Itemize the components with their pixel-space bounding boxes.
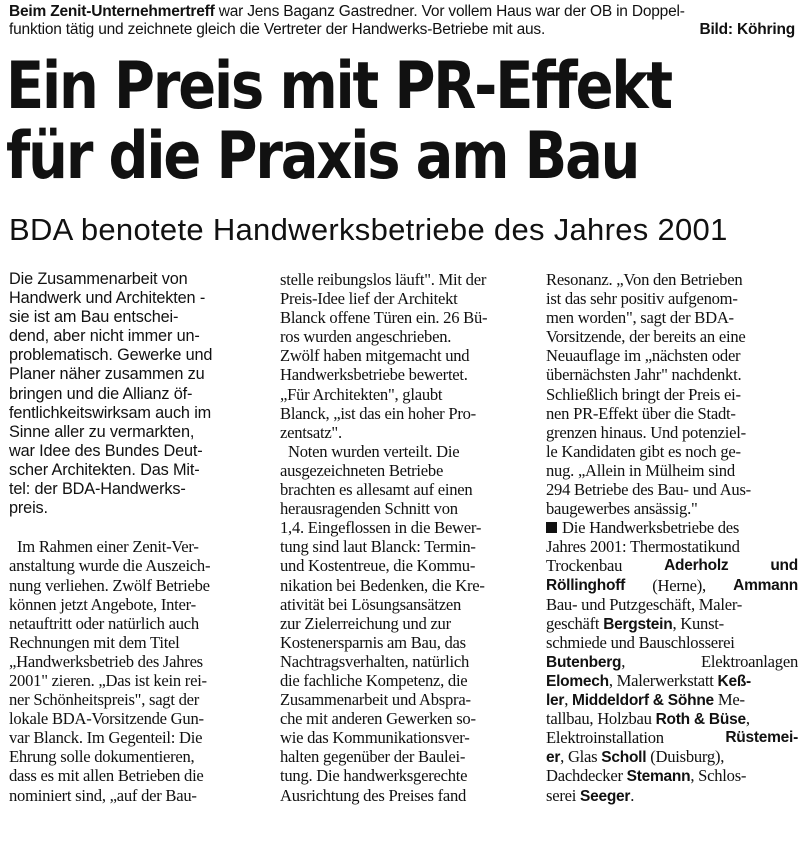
text-line: netauftritt oder natürlich auch xyxy=(9,613,199,633)
caption-line-2 xyxy=(9,21,795,39)
text-line: sie ist am Bau entschei- xyxy=(9,308,179,327)
text-line: „Handwerksbetrieb des Jahres xyxy=(9,651,203,671)
text-line: ist das sehr positiv aufgenom- xyxy=(546,289,738,309)
text-line: bringen und die Allianz öf- xyxy=(9,384,193,403)
text-line: nug. „Allein in Mülheim sind xyxy=(546,460,735,480)
headline-line-1: Ein Preis mit PR-Effekt xyxy=(6,49,671,124)
text-line: Schließlich bringt der Preis ei- xyxy=(546,384,741,404)
text-line: wie das Kommunikationsver- xyxy=(280,728,470,748)
article-column-2 xyxy=(280,270,530,805)
text-line: Sinne aller zu vermarkten, xyxy=(9,422,195,441)
subheadline: BDA benotete Handwerksbetriebe des Jahres 2001 xyxy=(9,212,728,247)
text-line: Jahres 2001: Thermostatikund xyxy=(546,537,740,557)
company-name: Scholl xyxy=(601,749,647,767)
paragraph xyxy=(546,270,798,518)
text-line: die fachliche Kompetenz, die xyxy=(280,670,468,690)
text-line: scher Architekten. Das Mit- xyxy=(9,460,200,479)
text-line: Kostenersparnis am Bau, das xyxy=(280,632,466,652)
text-line: Zusammenarbeit und Abspra- xyxy=(280,690,471,710)
company-name: Elomech xyxy=(546,672,609,690)
text-line: Planer näher zusammen zu xyxy=(9,365,205,384)
text-line: ausgezeichneten Betriebe xyxy=(280,460,444,480)
text-line: Noten wurden verteilt. Die xyxy=(288,441,460,461)
text-line: tung. Die handwerksgerechte xyxy=(280,766,468,786)
photo-caption xyxy=(9,3,795,39)
paragraph xyxy=(280,442,530,805)
text-line: nikation bei Bedenken, die Kre- xyxy=(280,575,485,595)
text-line: er, Glas Scholl (Duisburg), xyxy=(546,747,725,767)
company-name: Rüstemei- xyxy=(725,729,798,747)
headline xyxy=(6,49,690,194)
company-name: Aderholz xyxy=(664,557,729,575)
text-line: dend, aber nicht immer un- xyxy=(9,327,200,346)
text-line: grenzen hinaus. Und potenziel- xyxy=(546,422,746,442)
text-line: Neuauflage im „nächsten oder xyxy=(546,346,741,366)
text-line: problematisch. Gewerke und xyxy=(9,346,213,365)
text-line: übernächsten Jahr" nachdenkt. xyxy=(546,365,742,385)
text-line: zur Zielerreichung und zur xyxy=(280,613,451,633)
company-name: Keß- xyxy=(717,672,751,690)
caption-bold-lead: Beim Zenit-Unternehmertreff xyxy=(9,3,215,20)
text-line: Nachtragsverhalten, natürlich xyxy=(280,651,470,671)
text-line: var Blanck. Im Gegenteil: Die xyxy=(9,728,203,748)
text-line: herausragenden Schnitt von xyxy=(280,499,458,519)
text-line: baugewerbes ansässig." xyxy=(546,499,698,519)
text-line: anstaltung wurde die Auszeich- xyxy=(9,556,211,576)
text-line: Handwerk und Architekten - xyxy=(9,289,206,308)
text-line: Preis-Idee lief der Architekt xyxy=(280,289,458,309)
text-line: nen PR-Effekt über die Stadt- xyxy=(546,403,736,423)
text-line: men worden", sagt der BDA- xyxy=(546,308,734,328)
text-line: Elektroinstallation Rüstemei- xyxy=(546,728,798,748)
text-line: Blanck, „ist das ein hoher Pro- xyxy=(280,403,476,423)
text-line: serei Seeger. xyxy=(546,785,635,805)
company-name: Röllinghoff xyxy=(546,576,626,594)
text-line: schmiede und Bauschlosserei xyxy=(546,632,735,652)
photo-credit: Bild: Köhring xyxy=(699,21,795,38)
text-line: ativität bei Lösungsansätzen xyxy=(280,594,462,614)
text-line: tung sind laut Blanck: Termin- xyxy=(280,537,476,557)
text-line: dass es mit allen Betrieben die xyxy=(9,766,204,786)
paragraph-gap xyxy=(9,518,264,537)
company-name: Seeger xyxy=(579,787,631,805)
headline-line-2: für die Praxis am Bau xyxy=(6,119,639,194)
company-name: Roth & Büse xyxy=(655,711,746,729)
paragraph xyxy=(9,537,264,804)
text-line: le Kandidaten gibt es noch ge- xyxy=(546,441,741,461)
company-name: Ammann xyxy=(733,576,798,594)
company-name: Bergstein xyxy=(603,615,673,633)
text-line: 294 Betriebe des Bau- und Aus- xyxy=(546,480,751,500)
text-line: Die Handwerksbetriebe des xyxy=(546,518,798,537)
text-line: Handwerksbetriebe bewertet. xyxy=(280,365,468,385)
article-column-1 xyxy=(9,270,264,805)
text-line: 1,4. Eingeflossen in die Bewer- xyxy=(280,518,482,538)
text-line: „Für Architekten", glaubt xyxy=(280,384,443,404)
text-line: halten gegenüber der Baulei- xyxy=(280,747,466,767)
text-line: Rechnungen mit dem Titel xyxy=(9,632,180,652)
text-line: nominiert sind, „auf der Bau- xyxy=(9,785,197,805)
text-line: 2001" zieren. „Das ist kein rei- xyxy=(9,670,207,690)
text-line: Zwölf haben mitgemacht und xyxy=(280,346,470,366)
text-line: können jetzt Angebote, Inter- xyxy=(9,594,196,614)
text-line: che mit anderen Gewerken so- xyxy=(280,709,476,729)
text-line: war Idee des Bundes Deut- xyxy=(9,441,203,460)
text-line: ner Schönheitspreis", sagt der xyxy=(9,690,200,710)
bullet-square-icon xyxy=(546,522,557,533)
text-line: zentsatz". xyxy=(280,422,342,442)
text-line: Röllinghoff (Herne), Ammann xyxy=(546,575,798,595)
text-line: Ehrung solle dokumentieren, xyxy=(9,747,195,767)
text-line: geschäft Bergstein, Kunst- xyxy=(546,613,724,633)
paragraph xyxy=(280,270,530,442)
text-line: ros wurden angeschrieben. xyxy=(280,327,452,347)
text-line: tel: der BDA-Handwerks- xyxy=(9,480,186,499)
text-line: ler, Middeldorf & Söhne Me- xyxy=(546,690,745,710)
text-line: preis. xyxy=(9,499,48,518)
text-line: Trockenbau Aderholz und xyxy=(546,556,798,576)
text-line: tallbau, Holzbau Roth & Büse, xyxy=(546,709,750,729)
company-name: Butenberg xyxy=(546,653,622,671)
text-line: stelle reibungslos läuft". Mit der xyxy=(280,270,487,289)
text-line: brachten es allesamt auf einen xyxy=(280,480,473,500)
text-line: Blanck offene Türen ein. 26 Bü- xyxy=(280,308,488,328)
text-line: fentlichkeitswirksam auch im xyxy=(9,403,212,422)
text-line: nung verliehen. Zwölf Betriebe xyxy=(9,575,210,595)
company-name: Stemann xyxy=(626,768,691,786)
text-line: Dachdecker Stemann, Schlos- xyxy=(546,766,747,786)
text-line: und Kostentreue, die Kommu- xyxy=(280,556,476,576)
article-column-3 xyxy=(546,270,798,805)
text-line: Die Zusammenarbeit von xyxy=(9,270,188,288)
winners-list xyxy=(546,518,798,804)
text-line: Resonanz. „Von den Betrieben xyxy=(546,270,743,289)
text-line: Bau- und Putzgeschäft, Maler- xyxy=(546,594,743,614)
text-line: Butenberg, Elektroanlagen xyxy=(546,651,798,671)
company-name: Middeldorf & Söhne xyxy=(572,692,714,710)
text-line: Elomech, Malerwerkstatt Keß- xyxy=(546,670,751,690)
text-line: Vorsitzende, der bereits an eine xyxy=(546,327,746,347)
paragraph xyxy=(9,270,264,518)
caption-line-1 xyxy=(9,3,795,21)
text-line: Im Rahmen einer Zenit-Ver- xyxy=(17,537,199,557)
text-line: lokale BDA-Vorsitzende Gun- xyxy=(9,709,204,729)
caption-text: war Jens Baganz Gastredner. Vor vollem Haus war der OB in Doppel- xyxy=(214,3,685,20)
text-line: Ausrichtung des Preises fand xyxy=(280,785,467,805)
caption-text-2: funktion tätig und zeichnete gleich die Vertreter der Handwerks-Betriebe mit aus. xyxy=(9,21,546,38)
